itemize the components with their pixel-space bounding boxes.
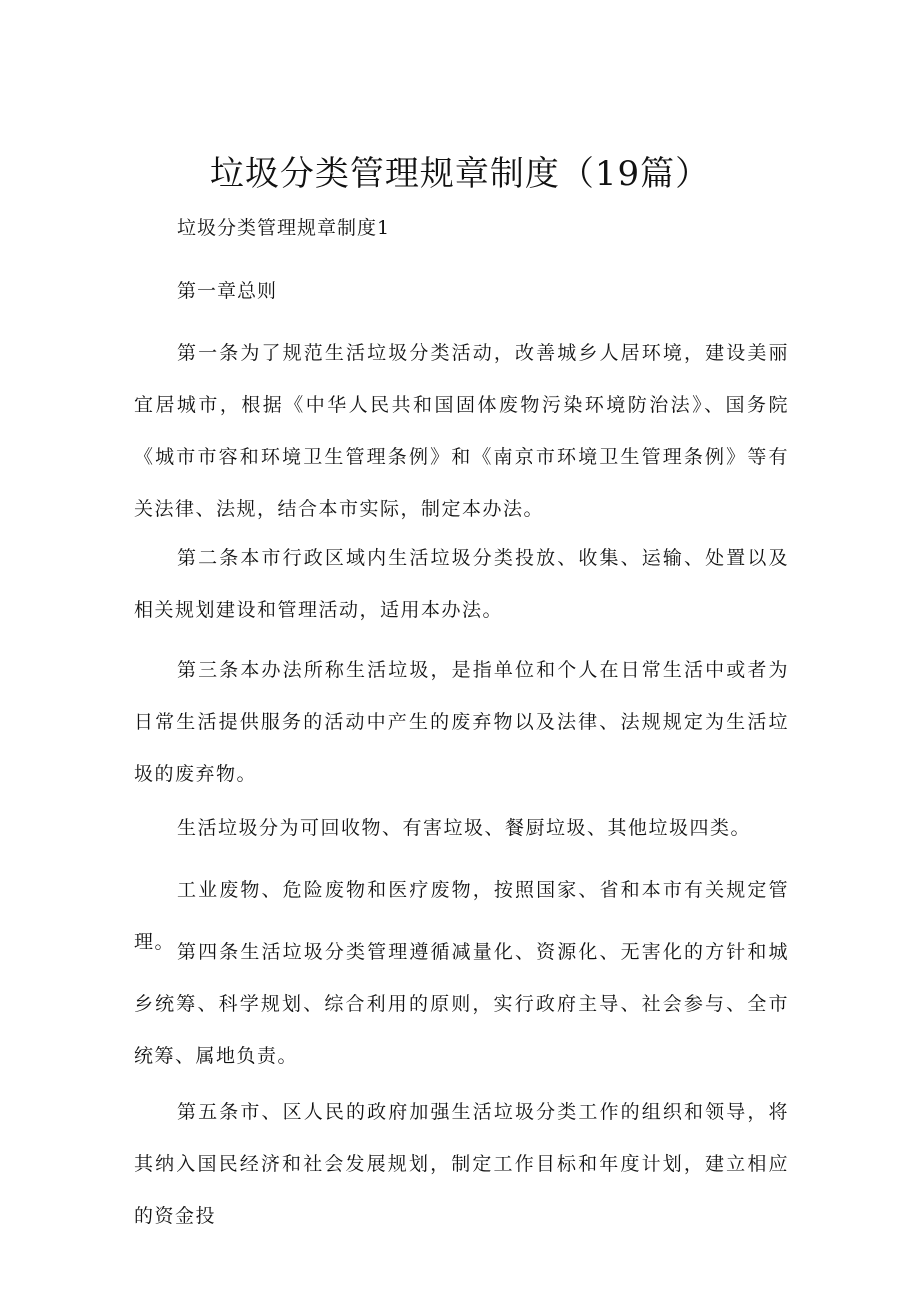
- paragraph-article-5: 第五条市、区人民的政府加强生活垃圾分类工作的组织和领导，将其纳入国民经济和社会发展规划，制定工作目标和年度计划，建立相应的资金投: [134, 1101, 789, 1227]
- document-title: 垃圾分类管理规章制度（19篇）: [209, 154, 711, 194]
- document-subtitle: 垃圾分类管理规章制度1: [177, 217, 391, 239]
- paragraph-waste-categories: 生活垃圾分为可回收物、有害垃圾、餐厨垃圾、其他垃圾四类。: [177, 817, 752, 839]
- paragraph-article-3: 第三条本办法所称生活垃圾，是指单位和个人在日常生活中或者为日常生活提供服务的活动中产生的废弃物以及法律、法规规定为生活垃圾的废弃物。: [134, 659, 789, 785]
- chapter-heading: 第一章总则: [177, 280, 278, 302]
- paragraph-industrial-waste: 工业废物、危险废物和医疗废物，按照国家、省和本市有关规定管理。: [134, 879, 789, 953]
- paragraph-article-2: 第二条本市行政区域内生活垃圾分类投放、收集、运输、处置以及相关规划建设和管理活动，适用本办法。: [134, 547, 789, 621]
- paragraph-article-4: 第四条生活垃圾分类管理遵循减量化、资源化、无害化的方针和城乡统筹、科学规划、综合利用的原则，实行政府主导、社会参与、全市统筹、属地负责。: [134, 941, 789, 1067]
- paragraph-article-1: 第一条为了规范生活垃圾分类活动，改善城乡人居环境，建设美丽宜居城市，根据《中华人民共和国固体废物污染环境防治法》、国务院《城市市容和环境卫生管理条例》和《南京市环境卫生管理条例》等有关法律、法规，结合本市实际，制定本办法。: [134, 342, 789, 520]
